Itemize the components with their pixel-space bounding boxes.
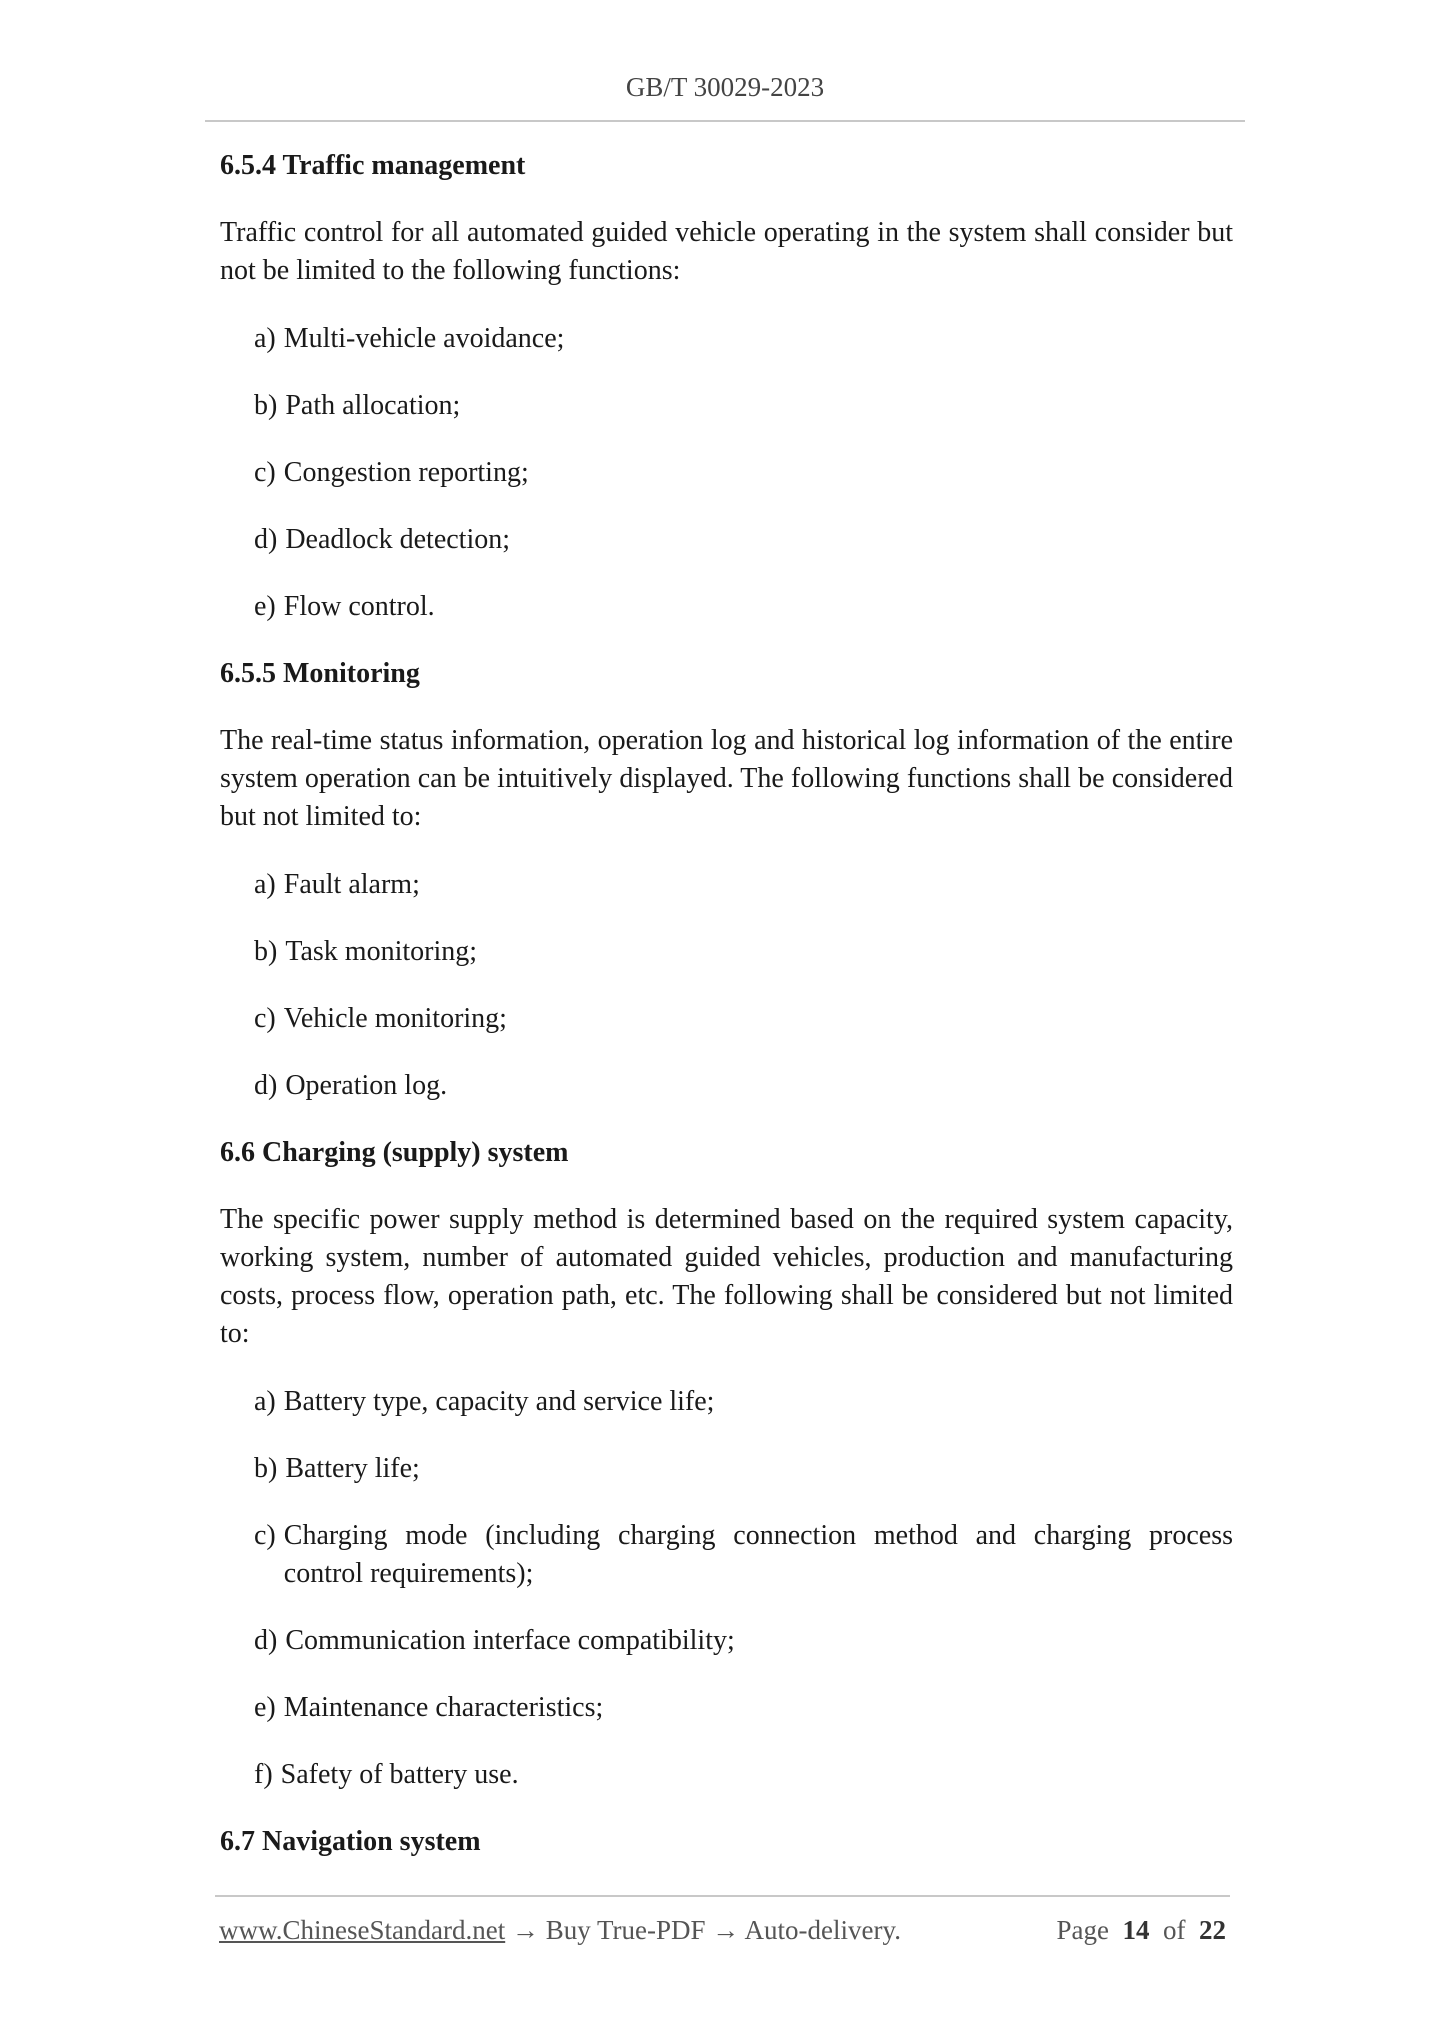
- section-charging-system: [220, 1135, 1233, 1794]
- list-item: [254, 320, 1233, 358]
- list-item-text: Path allocation;: [285, 390, 461, 421]
- list-item: [254, 454, 1233, 492]
- document-code: GB/T 30029-2023: [625, 72, 825, 102]
- list-marker: d): [254, 524, 278, 555]
- list-marker: c): [254, 457, 276, 488]
- list-item-text: Vehicle monitoring;: [283, 1003, 507, 1034]
- section-heading: 6.5.4 Traffic management: [220, 150, 526, 181]
- section-navigation-system: [220, 1824, 1233, 1860]
- list-item: [254, 1067, 1233, 1105]
- list-item: [254, 588, 1233, 626]
- page-current: 14: [1122, 1915, 1150, 1945]
- function-list: [220, 866, 1233, 1105]
- list-item: [254, 1000, 1233, 1038]
- footer-tagline: → Buy True-PDF → Auto-delivery.: [505, 1915, 901, 1945]
- list-item-text: Congestion reporting;: [283, 457, 529, 488]
- list-item: [254, 1383, 1233, 1421]
- list-marker: b): [254, 1453, 278, 1484]
- list-item-text: Flow control.: [283, 591, 435, 622]
- section-paragraph: Traffic control for all automated guided vehicle operating in the system shall consider but not be limited to the following functions:: [220, 217, 1233, 286]
- function-list: [220, 320, 1233, 626]
- list-item-text: Deadlock detection;: [285, 524, 511, 555]
- page-of: of: [1163, 1915, 1186, 1945]
- list-marker: b): [254, 390, 278, 421]
- list-marker: a): [254, 1386, 276, 1417]
- list-item-text: Battery type, capacity and service life;: [283, 1386, 715, 1417]
- list-item: [254, 1622, 1233, 1660]
- list-item-text: Charging mode (including charging connection method and charging process control requirements);: [283, 1520, 1233, 1589]
- list-item: [254, 1756, 1233, 1794]
- list-marker: d): [254, 1070, 278, 1101]
- list-item: [254, 933, 1233, 971]
- list-item: [254, 866, 1233, 904]
- list-item-text: Task monitoring;: [285, 936, 478, 967]
- section-monitoring: [220, 656, 1233, 1105]
- list-marker: a): [254, 323, 276, 354]
- list-item: [254, 1689, 1233, 1727]
- page-footer: [215, 1895, 1230, 1945]
- section-heading: 6.6 Charging (supply) system: [220, 1137, 569, 1168]
- website-link[interactable]: www.ChineseStandard.net: [219, 1915, 506, 1945]
- page-total: 22: [1199, 1915, 1226, 1945]
- list-item-text: Maintenance characteristics;: [283, 1692, 604, 1723]
- page-label: Page: [1056, 1915, 1109, 1945]
- list-item: [254, 521, 1233, 559]
- list-item: [254, 387, 1233, 425]
- list-item: [254, 1450, 1233, 1488]
- section-paragraph: The specific power supply method is determined based on the required system capacity, working system, number of automated guided vehicles, production and manufacturing costs, process flow, operation path, etc. The following shall be considered but not limited to:: [220, 1204, 1233, 1349]
- function-list: [220, 1383, 1233, 1794]
- list-marker: d): [254, 1625, 278, 1656]
- list-item-text: Multi-vehicle avoidance;: [283, 323, 565, 354]
- document-body: [220, 148, 1233, 1890]
- list-item-text: Safety of battery use.: [280, 1759, 519, 1790]
- list-marker: e): [254, 1692, 276, 1723]
- page-number: [1057, 1915, 1226, 1946]
- page-header: [205, 60, 1245, 122]
- list-marker: a): [254, 869, 276, 900]
- list-marker: c): [254, 1520, 276, 1551]
- list-item: [254, 1517, 1233, 1593]
- list-marker: e): [254, 591, 276, 622]
- list-item-text: Communication interface compatibility;: [285, 1625, 735, 1656]
- list-item-text: Battery life;: [285, 1453, 420, 1484]
- list-item-text: Fault alarm;: [283, 869, 420, 900]
- list-marker: b): [254, 936, 278, 967]
- section-heading: 6.5.5 Monitoring: [220, 658, 420, 689]
- section-traffic-management: [220, 148, 1233, 626]
- list-marker: f): [254, 1759, 273, 1790]
- section-paragraph: The real-time status information, operation log and historical log information of the entire system operation can be intuitively displayed. The following functions shall be considered but not limited to:: [220, 725, 1233, 832]
- footer-promo: [219, 1915, 901, 1946]
- list-marker: c): [254, 1003, 276, 1034]
- section-heading: 6.7 Navigation system: [220, 1826, 481, 1857]
- list-item-text: Operation log.: [285, 1070, 448, 1101]
